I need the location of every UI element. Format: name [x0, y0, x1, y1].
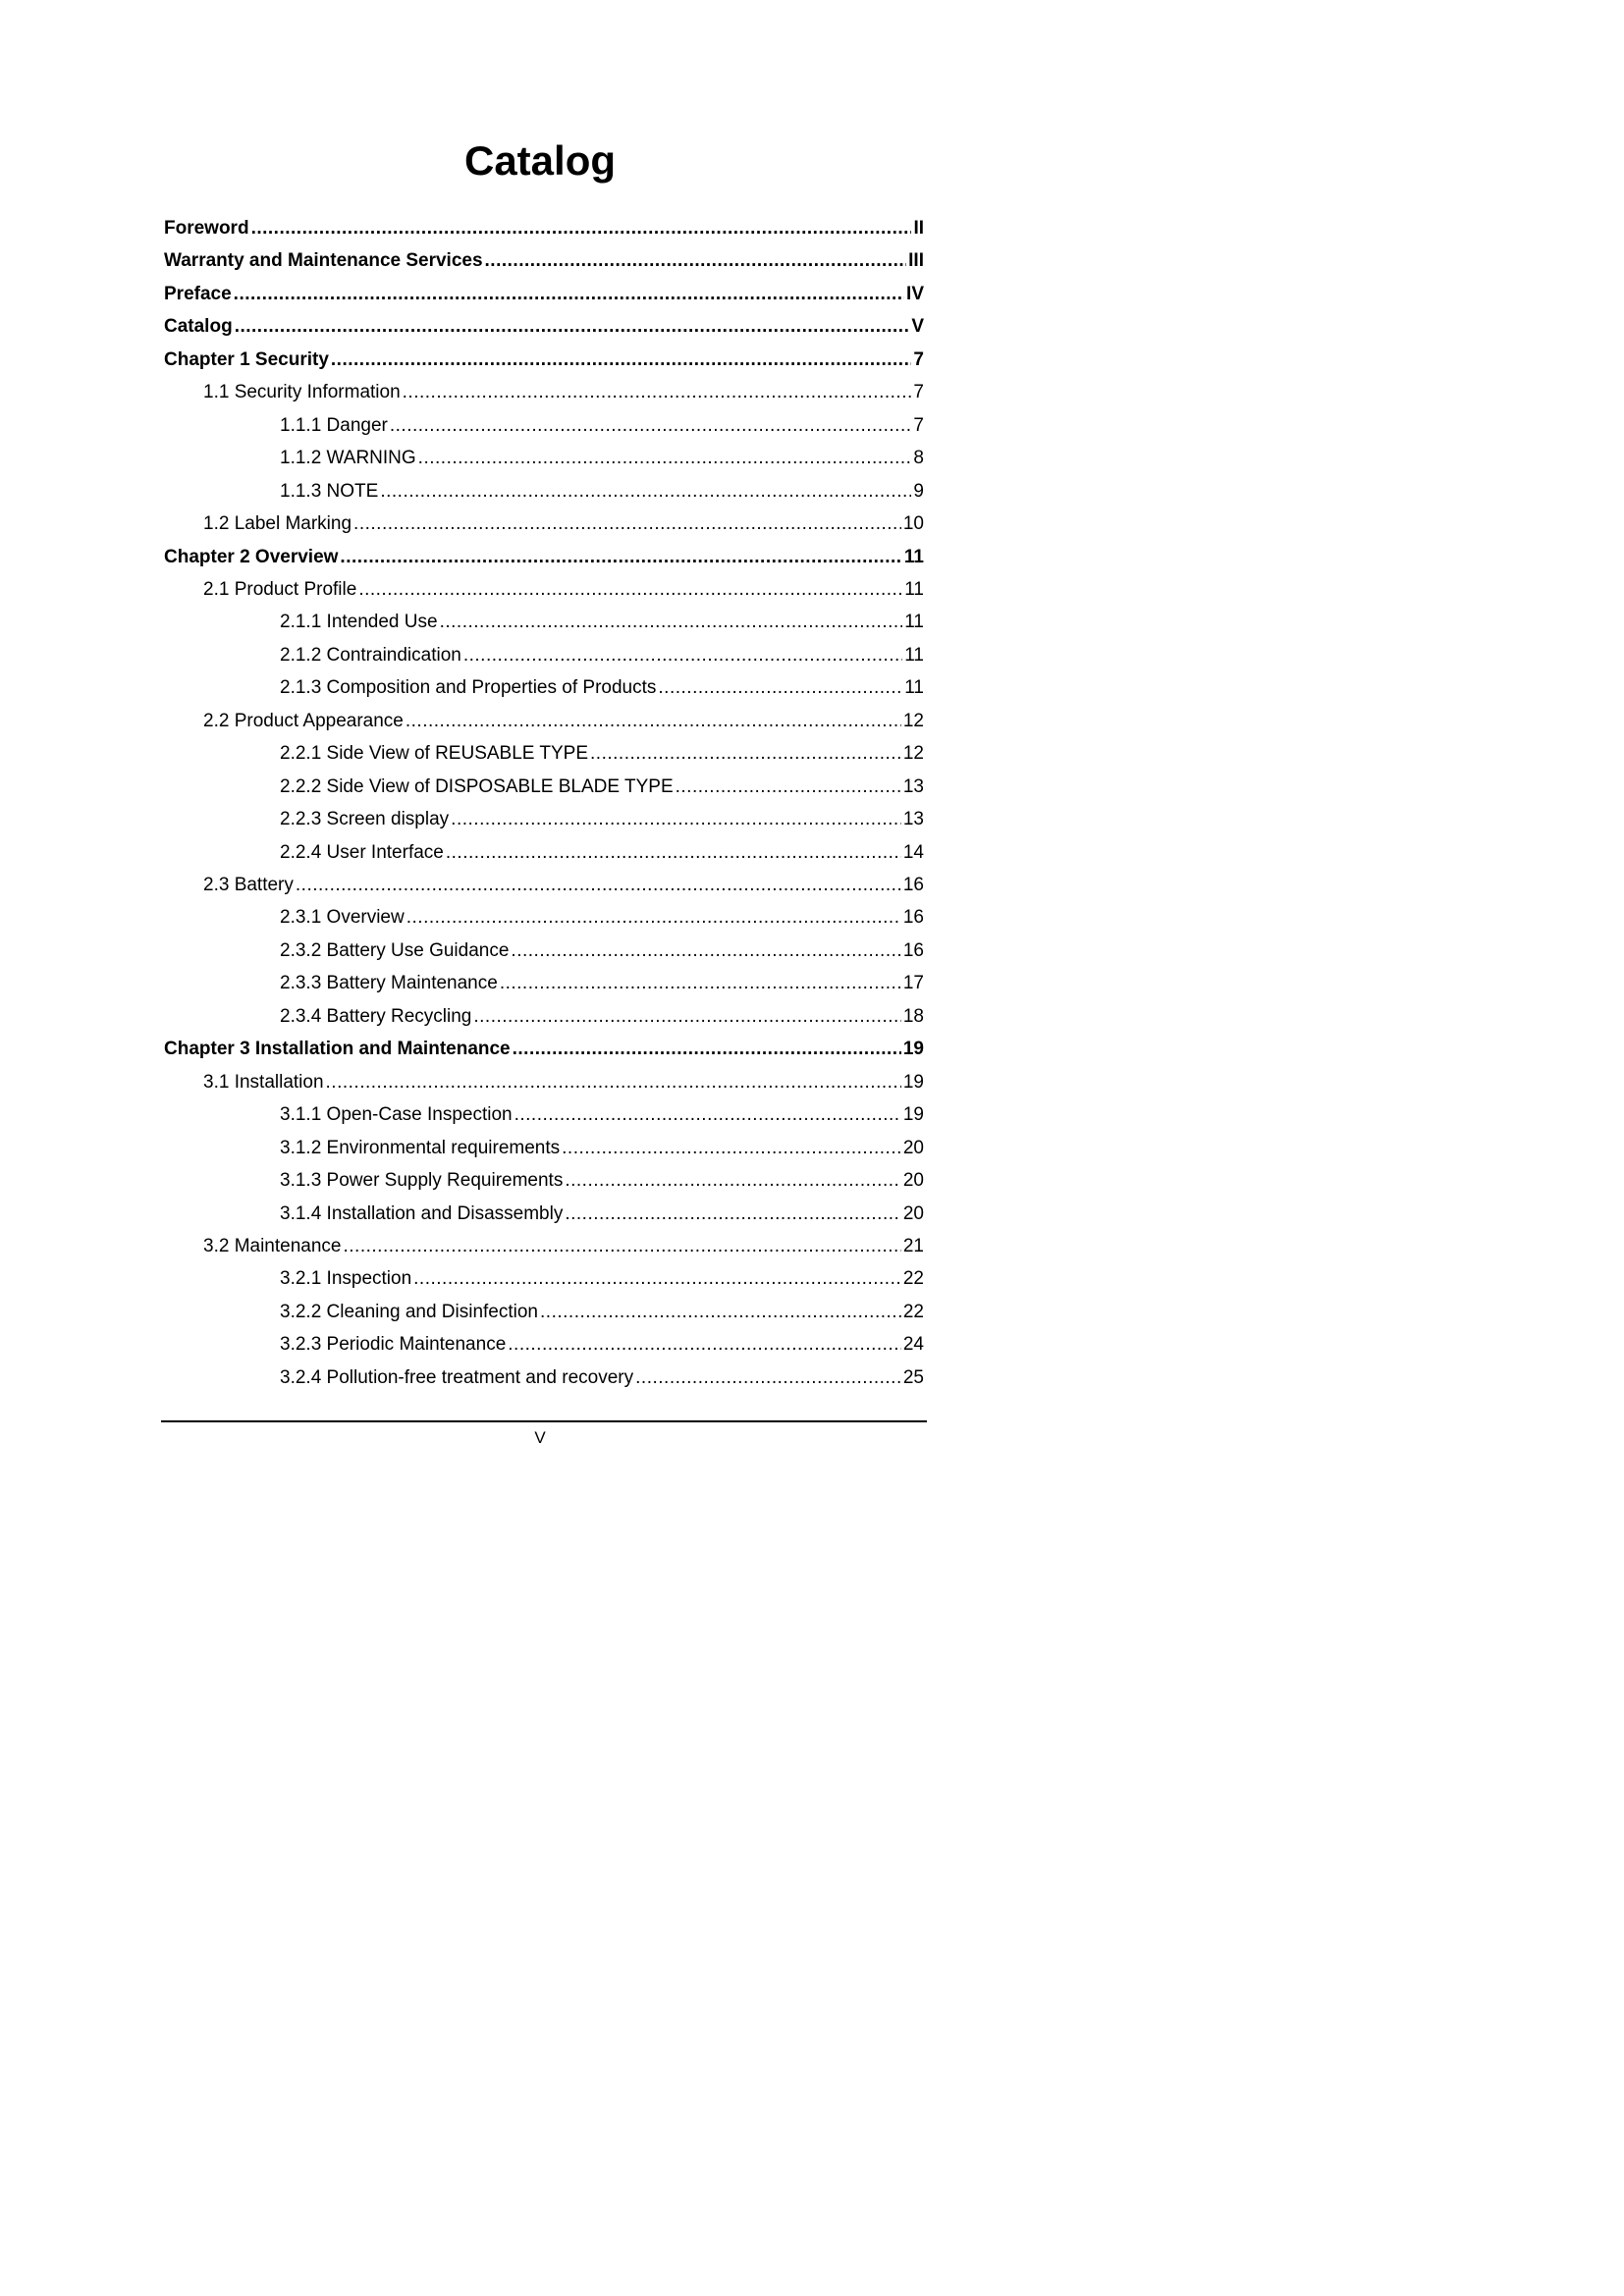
- toc-entry-title: 1.2 Label Marking: [203, 513, 352, 535]
- toc-dot-leader: [658, 675, 902, 701]
- toc-entry-page-number: 12: [902, 743, 924, 765]
- toc-entry[interactable]: [280, 1004, 924, 1030]
- toc-dot-leader: [380, 479, 911, 505]
- toc-entry-page-number: 7: [913, 348, 924, 370]
- toc-entry-title: 3.1.1 Open-Case Inspection: [280, 1104, 513, 1126]
- page-title: Catalog: [463, 137, 616, 184]
- toc-entry-page-number: 11: [904, 612, 924, 633]
- footer-page-number: V: [534, 1428, 546, 1447]
- toc-entry-title: 2.2.2 Side View of DISPOSABLE BLADE TYPE: [280, 775, 674, 797]
- toc-entry-page-number: IV: [906, 283, 924, 304]
- toc-entry-page-number: 11: [904, 644, 924, 666]
- toc-entry[interactable]: [203, 1234, 924, 1259]
- toc-entry-page-number: 13: [902, 775, 924, 797]
- toc-entry[interactable]: [164, 347, 924, 373]
- toc-entry[interactable]: [280, 446, 924, 471]
- toc-entry-page-number: 10: [902, 513, 924, 535]
- toc-dot-leader: [358, 577, 902, 603]
- toc-dot-leader: [331, 347, 912, 373]
- toc-entry-page-number: 7: [913, 382, 924, 403]
- toc-entry-page-number: 20: [902, 1137, 924, 1158]
- toc-entry-title: Chapter 3 Installation and Maintenance: [164, 1039, 511, 1060]
- toc-dot-leader: [418, 446, 912, 471]
- toc-entry-page-number: 18: [902, 1005, 924, 1027]
- toc-entry-page-number: 9: [913, 480, 924, 502]
- toc-dot-leader: [406, 709, 901, 734]
- toc-entry-title: 2.3.3 Battery Maintenance: [280, 973, 498, 994]
- toc-dot-leader: [403, 380, 912, 405]
- toc-entry-title: 3.2.4 Pollution-free treatment and recovery: [280, 1366, 634, 1388]
- toc-entry[interactable]: [203, 873, 924, 898]
- toc-entry-title: 2.3.4 Battery Recycling: [280, 1005, 472, 1027]
- toc-entry-page-number: 11: [904, 578, 924, 600]
- toc-entry[interactable]: [280, 938, 924, 964]
- toc-entry[interactable]: [280, 1201, 924, 1227]
- toc-entry-page-number: 22: [902, 1301, 924, 1322]
- toc-entry-title: 1.1.3 NOTE: [280, 480, 379, 502]
- toc-entry-title: Catalog: [164, 316, 233, 338]
- toc-entry-page-number: 16: [902, 939, 924, 961]
- toc-entry-title: 3.2.1 Inspection: [280, 1268, 412, 1290]
- toc-entry-title: 3.2.3 Periodic Maintenance: [280, 1334, 507, 1356]
- toc-dot-leader: [296, 873, 901, 898]
- toc-entry-title: Chapter 1 Security: [164, 348, 329, 370]
- toc-entry[interactable]: [280, 1332, 924, 1358]
- toc-entry[interactable]: [280, 413, 924, 439]
- toc-entry[interactable]: [280, 1266, 924, 1292]
- toc-entry-title: 2.2.3 Screen display: [280, 809, 450, 830]
- toc-dot-leader: [540, 1300, 901, 1325]
- toc-entry-title: 2.2.1 Side View of REUSABLE TYPE: [280, 743, 589, 765]
- toc-entry-page-number: 20: [902, 1170, 924, 1192]
- toc-entry-title: 2.1.3 Composition and Properties of Products: [280, 677, 657, 699]
- toc-entry[interactable]: [280, 610, 924, 635]
- toc-entry[interactable]: [203, 709, 924, 734]
- toc-entry[interactable]: [280, 1102, 924, 1128]
- toc-entry-title: 2.1 Product Profile: [203, 578, 357, 600]
- toc-entry-title: 2.3.2 Battery Use Guidance: [280, 939, 510, 961]
- toc-entry[interactable]: [164, 1037, 924, 1062]
- toc-dot-leader: [500, 971, 901, 996]
- toc-entry[interactable]: [203, 511, 924, 537]
- toc-dot-leader: [565, 1201, 901, 1227]
- toc-dot-leader: [326, 1070, 901, 1095]
- toc-dot-leader: [514, 1102, 901, 1128]
- toc-entry[interactable]: [280, 1168, 924, 1194]
- toc-entry[interactable]: [280, 971, 924, 996]
- toc-entry-title: Preface: [164, 283, 232, 304]
- toc-entry-page-number: 20: [902, 1202, 924, 1224]
- toc-dot-leader: [446, 840, 901, 866]
- toc-entry[interactable]: [280, 1300, 924, 1325]
- toc-dot-leader: [676, 774, 901, 800]
- toc-entry-title: 2.1.2 Contraindication: [280, 644, 461, 666]
- toc-entry-page-number: 24: [902, 1334, 924, 1356]
- toc-dot-leader: [590, 741, 901, 767]
- toc-entry[interactable]: [164, 545, 924, 570]
- toc-dot-leader: [485, 248, 907, 274]
- toc-entry[interactable]: [280, 643, 924, 668]
- toc-entry[interactable]: [164, 282, 924, 307]
- toc-entry-page-number: II: [913, 218, 924, 239]
- toc-entry-title: 2.2.4 User Interface: [280, 841, 444, 863]
- toc-entry-title: Foreword: [164, 218, 249, 239]
- toc-entry-title: 3.1.3 Power Supply Requirements: [280, 1170, 564, 1192]
- toc-dot-leader: [463, 643, 902, 668]
- toc-entry-title: 3.2 Maintenance: [203, 1235, 342, 1256]
- toc-dot-leader: [508, 1332, 901, 1358]
- toc-entry[interactable]: [203, 380, 924, 405]
- toc-entry-title: 2.3.1 Overview: [280, 907, 405, 929]
- toc-entry-page-number: 7: [913, 414, 924, 436]
- toc-entry[interactable]: [280, 741, 924, 767]
- toc-entry[interactable]: [280, 675, 924, 701]
- toc-entry-title: 3.1 Installation: [203, 1071, 324, 1093]
- toc-entry-title: 3.1.2 Environmental requirements: [280, 1137, 561, 1158]
- toc-dot-leader: [440, 610, 903, 635]
- toc-entry-page-number: 19: [902, 1071, 924, 1093]
- toc-entry[interactable]: [280, 1136, 924, 1161]
- toc-entry-page-number: 13: [902, 809, 924, 830]
- toc-entry-title: 2.3 Battery: [203, 875, 294, 895]
- toc-entry-page-number: III: [908, 250, 924, 272]
- toc-dot-leader: [344, 1234, 901, 1259]
- toc-entry-page-number: 17: [902, 973, 924, 994]
- toc-entry-page-number: 16: [902, 907, 924, 929]
- toc-dot-leader: [562, 1136, 901, 1161]
- toc-entry-page-number: 25: [902, 1366, 924, 1388]
- toc-dot-leader: [565, 1168, 901, 1194]
- toc-dot-leader: [513, 1037, 901, 1062]
- footer-rule: [161, 1420, 927, 1422]
- toc-dot-leader: [234, 282, 904, 307]
- toc-entry-page-number: 19: [902, 1039, 924, 1060]
- toc-entry-title: 3.1.4 Installation and Disassembly: [280, 1202, 564, 1224]
- toc-entry-page-number: V: [911, 316, 924, 338]
- toc-entry[interactable]: [280, 1365, 924, 1391]
- toc-entry[interactable]: [203, 577, 924, 603]
- toc-dot-leader: [251, 216, 912, 241]
- toc-entry-page-number: 12: [902, 710, 924, 731]
- toc-dot-leader: [451, 807, 901, 832]
- toc-entry-page-number: 8: [913, 448, 924, 469]
- toc-entry[interactable]: [280, 774, 924, 800]
- toc-entry-page-number: 11: [903, 546, 924, 567]
- toc-entry-title: 3.2.2 Cleaning and Disinfection: [280, 1301, 539, 1322]
- toc-entry-page-number: 21: [902, 1235, 924, 1256]
- toc-entry[interactable]: [203, 1070, 924, 1095]
- toc-entry[interactable]: [280, 807, 924, 832]
- toc-entry-title: Warranty and Maintenance Services: [164, 250, 483, 272]
- toc-entry-page-number: 19: [902, 1104, 924, 1126]
- toc-entry[interactable]: [164, 314, 924, 340]
- toc-entry-title: 1.1 Security Information: [203, 382, 401, 403]
- toc-entry[interactable]: [164, 216, 924, 241]
- toc-entry[interactable]: [280, 479, 924, 505]
- toc-dot-leader: [406, 905, 901, 931]
- toc-entry-page-number: 11: [904, 677, 924, 699]
- toc-entry-page-number: 16: [902, 875, 924, 895]
- toc-entry[interactable]: [280, 840, 924, 866]
- toc-dot-leader: [390, 413, 912, 439]
- toc-dot-leader: [353, 511, 901, 537]
- toc-dot-leader: [635, 1365, 901, 1391]
- toc-entry-title: Chapter 2 Overview: [164, 546, 339, 567]
- toc-entry-title: 2.2 Product Appearance: [203, 710, 404, 731]
- toc-entry-title: 1.1.2 WARNING: [280, 448, 416, 469]
- toc-entry-page-number: 22: [902, 1268, 924, 1290]
- toc-dot-leader: [340, 545, 901, 570]
- toc-dot-leader: [413, 1266, 901, 1292]
- toc-entry-title: 2.1.1 Intended Use: [280, 612, 438, 633]
- toc-dot-leader: [511, 938, 900, 964]
- toc-dot-leader: [473, 1004, 900, 1030]
- toc-entry-title: 1.1.1 Danger: [280, 414, 388, 436]
- toc-entry[interactable]: [280, 905, 924, 931]
- toc-dot-leader: [235, 314, 910, 340]
- toc-entry-page-number: 14: [902, 841, 924, 863]
- toc-entry[interactable]: [164, 248, 924, 274]
